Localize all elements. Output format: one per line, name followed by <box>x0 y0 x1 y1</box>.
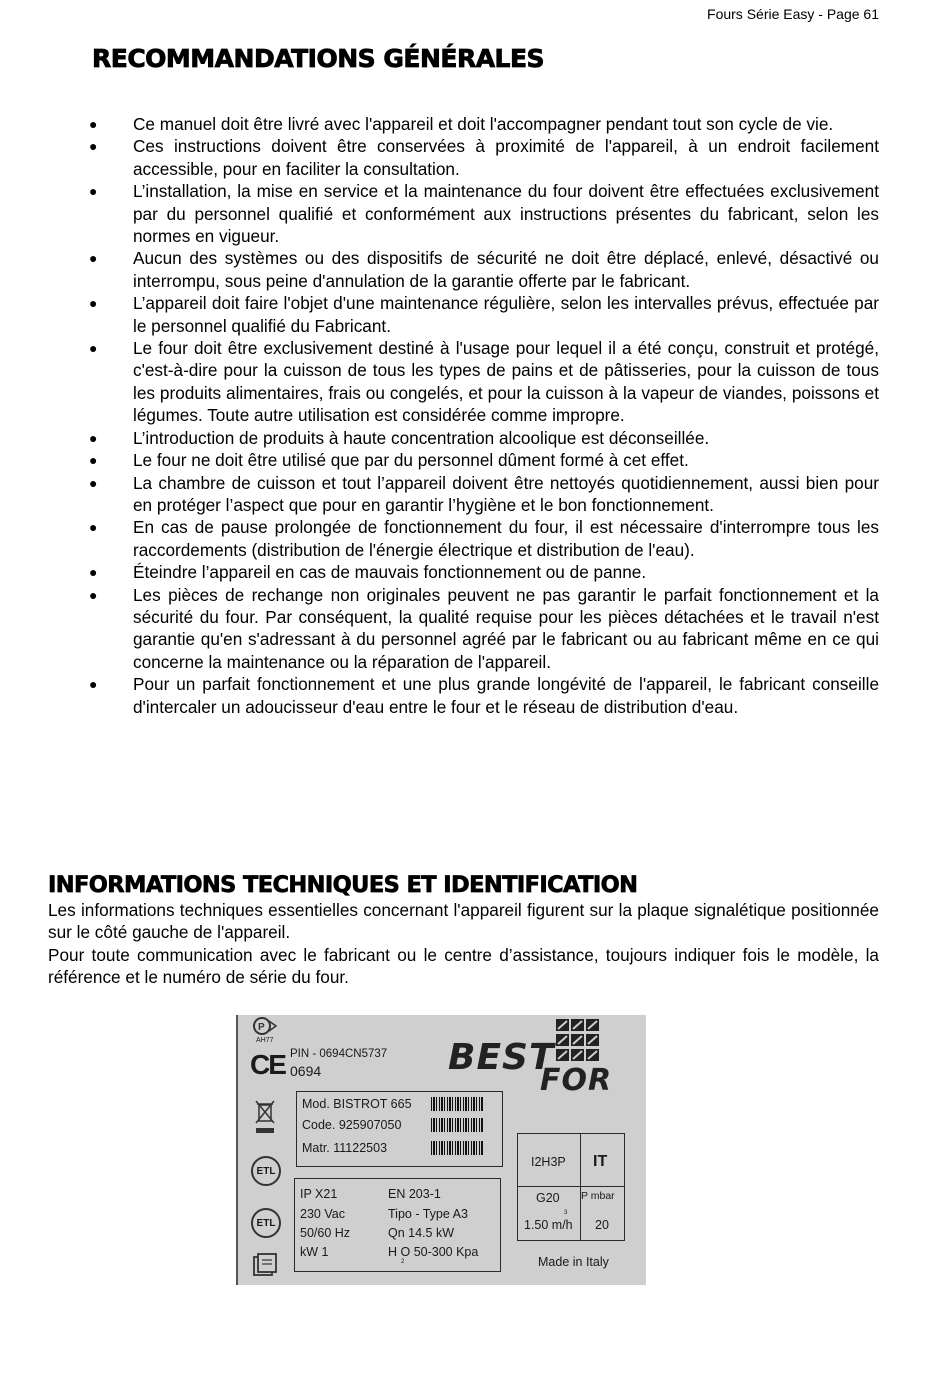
spec-norm: EN 203-1 <box>388 1187 441 1201</box>
pin-code: 0694 <box>290 1063 322 1079</box>
pressure-value: 20 <box>595 1218 609 1232</box>
spec-qn: Qn 14.5 kW <box>388 1226 454 1240</box>
etl-mark-icon: ETL <box>251 1156 281 1186</box>
svg-text:P: P <box>258 1022 265 1033</box>
recommendation-item <box>86 449 879 471</box>
etl-sanitation-mark-icon: ETL <box>251 1208 281 1238</box>
gas-type: G20 <box>536 1191 560 1205</box>
pin-number: PIN - 0694CN5737 <box>290 1048 388 1060</box>
recommendation-item <box>86 292 879 337</box>
section-title-technical-info: INFORMATIONS TECHNIQUES ET IDENTIFICATION <box>48 872 638 898</box>
bullet-icon: ● <box>89 586 98 603</box>
bullet-icon: ● <box>89 474 98 491</box>
bullet-icon: ● <box>89 429 98 446</box>
recommendation-text: L’installation, la mise en service et la maintenance du four doivent être effectuées exclusivement par du personnel qualifié et conformément aux instructions présentes du fabricant, selon les normes en vigueur. <box>133 181 879 247</box>
recommendation-item <box>86 584 879 674</box>
gas-approval-icon <box>252 1017 276 1037</box>
brand-logo-grid-icon <box>556 1019 602 1068</box>
barcode-serial <box>431 1141 483 1155</box>
serial-number-label: Matr. 11122503 <box>302 1141 388 1155</box>
recommendation-item <box>86 472 879 517</box>
recommendation-text: Pour un parfait fonctionnement et une plus grande longévité de l'appareil, le fabricant conseille d'intercaler un adoucisseur d'eau entre le four et le réseau de distribution d'eau. <box>133 674 879 717</box>
bullet-icon: ● <box>89 452 98 469</box>
spec-water-pressure: H O 50-300 Kpa <box>388 1245 479 1259</box>
spec-type: Tipo - Type A3 <box>388 1207 468 1221</box>
recommendations-list <box>86 113 879 718</box>
brand-logo-for: FOR <box>540 1063 613 1098</box>
technical-info-paragraph-2: Pour toute communication avec le fabricant ou le centre d’assistance, toujours indiquer fois le modèle, la référence et le numéro de série du four. <box>48 945 879 988</box>
recommendation-text: Les pièces de rechange non originales peuvent ne pas garantir le parfait fonctionnement et la sécurité du four. Par conséquent, la qualité requise pour les pièces détachées et le travail n'est garantie qu'en s'adressant à du personnel agréé par le fabricant ou au fabricant même en ce qui concerne la maintenance ou la réparation de l'appareil. <box>133 584 879 672</box>
recommendation-text: L’appareil doit faire l'objet d'une maintenance régulière, selon les intervalles prévus, effectuée par le personnel qualifié du Fabricant. <box>133 293 879 336</box>
spec-frequency: 50/60 Hz <box>300 1226 351 1240</box>
recommendation-item <box>86 427 879 449</box>
recommendation-text: Ces instructions doivent être conservées à proximité de l'appareil, à un endroit facilement accessible, pour en faciliter la consultation. <box>133 136 879 179</box>
bullet-icon: ● <box>89 183 98 200</box>
brand-logo-best: BEST <box>448 1037 555 1078</box>
bullet-icon: ● <box>89 676 98 693</box>
weee-bin-icon <box>254 1099 276 1140</box>
country-code: IT <box>593 1153 608 1170</box>
made-in-label: Made in Italy <box>538 1255 609 1269</box>
flow-exponent: 3 <box>564 1210 568 1216</box>
section-title-recommendations: RECOMMANDATIONS GÉNÉRALES <box>92 44 545 73</box>
gas-approval-code: AH77 <box>256 1037 274 1044</box>
recommendation-item <box>86 135 879 180</box>
bullet-icon: ● <box>89 138 98 155</box>
recommendation-text: La chambre de cuisson et tout l’appareil doivent être nettoyés quotidiennement, aussi bien pour en protéger l’aspect que pour en garantir l’hygiène et le bon fonctionnement. <box>133 472 879 515</box>
page-header: Fours Série Easy - Page 61 <box>707 6 879 22</box>
recommendation-item <box>86 673 879 718</box>
model-label: Mod. BISTROT 665 <box>302 1097 412 1111</box>
spec-water-subscript: 2 <box>401 1259 405 1265</box>
code-label: Code. 925907050 <box>302 1118 402 1132</box>
recommendation-text: L’introduction de produits à haute concentration alcoolique est déconseillée. <box>133 427 710 448</box>
pressure-label: P mbar <box>581 1190 615 1202</box>
spec-voltage: 230 Vac <box>300 1207 345 1221</box>
recommendation-text: Aucun des systèmes ou des dispositifs de sécurité ne doit être déplacé, enlevé, désactivé ou interrompu, sous peine d'annulation de la garantie offerte par le fabricant. <box>133 248 879 291</box>
ce-mark: CE <box>250 1049 285 1080</box>
bullet-icon: ● <box>89 250 98 267</box>
manual-book-icon <box>252 1253 278 1282</box>
recommendation-text: Ce manuel doit être livré avec l'appareil et doit l'accompagner pendant tout son cycle de vie. <box>133 114 834 134</box>
bullet-icon: ● <box>89 295 98 312</box>
technical-info-paragraph-1: Les informations techniques essentielles concernant l'appareil figurent sur la plaque signalétique positionnée sur le côté gauche de l'appareil. <box>48 900 879 943</box>
bullet-icon: ● <box>89 519 98 536</box>
recommendation-text: Éteindre l’appareil en cas de mauvais fonctionnement ou de panne. <box>133 562 647 583</box>
recommendation-item <box>86 113 879 135</box>
recommendation-item <box>86 561 879 583</box>
recommendation-item <box>86 516 879 561</box>
nameplate <box>236 1015 646 1285</box>
gas-category: I2H3P <box>531 1155 566 1169</box>
bullet-icon: ● <box>89 564 98 581</box>
recommendation-item <box>86 180 879 247</box>
barcode-model <box>431 1097 483 1111</box>
spec-ip: IP X21 <box>300 1187 338 1201</box>
recommendation-text: En cas de pause prolongée de fonctionnement du four, il est nécessaire d'interrompre tous les raccordements (distribution de l'énergie électrique et distribution de l'eau). <box>133 517 879 560</box>
gas-flow: 1.50 m/h <box>524 1218 573 1232</box>
spec-power: kW 1 <box>300 1245 329 1259</box>
recommendation-text: Le four ne doit être utilisé que par du personnel dûment formé à cet effet. <box>133 450 689 471</box>
recommendation-text: Le four doit être exclusivement destiné à l'usage pour lequel il a été conçu, construit et protégé, c'est-à-dire pour la cuisson de tous les types de pains et de pâtisseries, pour la cuisson de tous les produits alimentaires, frais ou congelés, et pour la cuisson à la vapeur de viandes, poissons et légumes. Toute autre utilisation est considérée comme impropre. <box>133 338 879 426</box>
barcode-code <box>431 1118 483 1132</box>
recommendation-item <box>86 337 879 427</box>
bullet-icon: ● <box>89 116 98 132</box>
recommendation-item <box>86 247 879 292</box>
bullet-icon: ● <box>89 340 98 357</box>
